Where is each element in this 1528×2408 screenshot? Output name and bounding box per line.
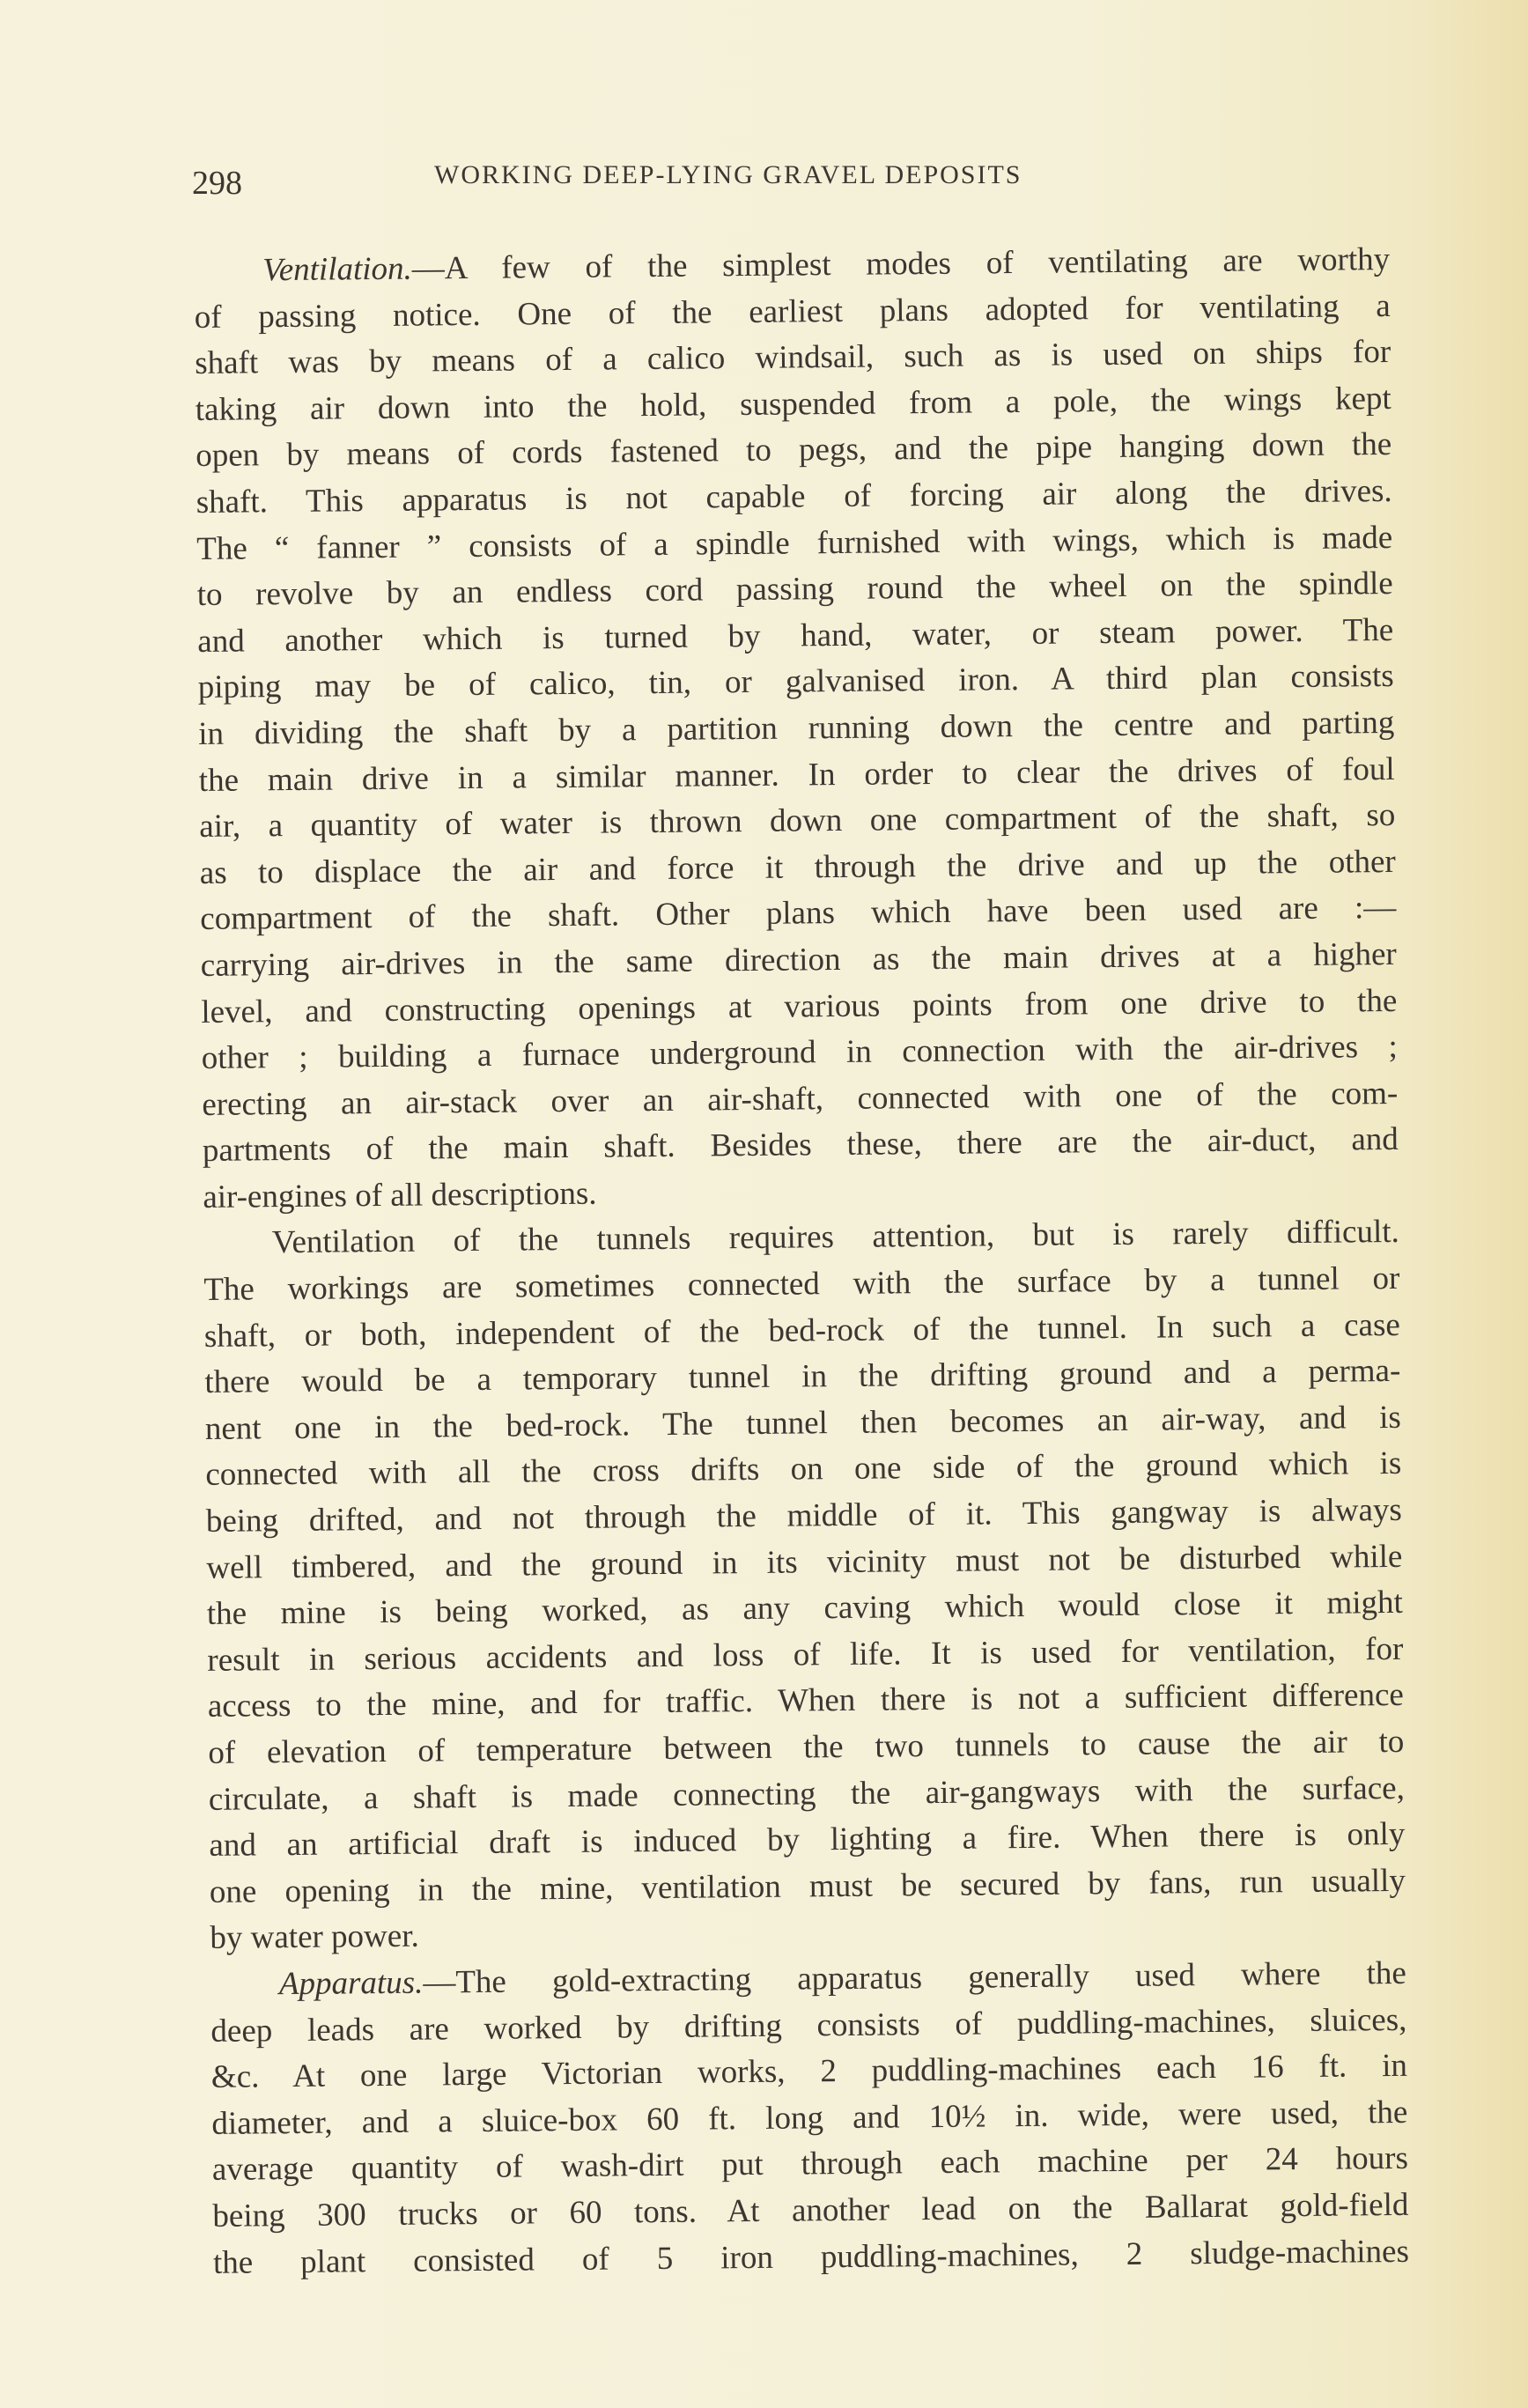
line-text: piping may be of calico, tin, or galvanised iron. A third plan consists xyxy=(197,658,1394,706)
line-text: as to displace the air and force it through the drive and up the other xyxy=(199,843,1396,891)
line-text: carrying air-drives in the same direction as the main drives at a higher xyxy=(200,935,1397,984)
running-header xyxy=(192,160,1390,208)
line-text: deep leads are worked by drifting consists of puddling-machines, sluices, xyxy=(210,2001,1407,2050)
line-text: other ; building a furnace underground in connection with the air-drives ; xyxy=(201,1029,1398,1077)
line-text: the mine is being worked, as any caving which would close it might xyxy=(206,1584,1404,1633)
line-text: access to the mine, and for traffic. When there is not a sufficient difference xyxy=(207,1677,1405,1725)
line-text: &c. At one large Victorian works, 2 puddling-machines each 16 ft. in xyxy=(210,2048,1408,2096)
line-text: air-engines of all descriptions. xyxy=(203,1175,597,1215)
line-text: being 300 trucks or 60 tons. At another lead on the Ballarat gold-field xyxy=(212,2186,1409,2234)
running-title: WORKING DEEP-LYING GRAVEL DEPOSITS xyxy=(434,160,1022,189)
line-text: and an artificial draft is induced by lighting a fire. When there is only xyxy=(209,1816,1406,1865)
line-text: result in serious accidents and loss of life. It is used for ventilation, for xyxy=(207,1630,1404,1679)
line-text: compartment of the shaft. Other plans which have been used are :— xyxy=(200,890,1397,938)
line-text: connected with all the cross drifts on one side of the ground which is xyxy=(205,1445,1402,1494)
line-text: well timbered, and the ground in its vicinity must not be disturbed while xyxy=(206,1538,1403,1586)
line-text: one opening in the mine, ventilation must be secured by fans, run usually xyxy=(209,1862,1406,1910)
line-text: The workings are sometimes connected with the surface by a tunnel or xyxy=(203,1259,1400,1309)
line-text: shaft was by means of a calico windsail, such as is used on ships for xyxy=(195,334,1391,382)
line-text: air, a quantity of water is thrown down one compartment of the shaft, so xyxy=(199,797,1396,846)
line-text: to revolve by an endless cord passing round the wheel on the spindle xyxy=(196,565,1393,614)
line-text: average quantity of wash-dirt put through each machine per 24 hours xyxy=(211,2140,1409,2189)
line-text: taking air down into the hold, suspended from a pole, the wings kept xyxy=(195,380,1391,428)
line-text: erecting an air-stack over an air-shaft, connected with one of the com- xyxy=(202,1075,1399,1123)
line-text: by water power. xyxy=(210,1918,419,1957)
line-text: of elevation of temperature between the two tunnels to cause the air to xyxy=(208,1723,1405,1771)
line-text: The “ fanner ” consists of a spindle furnished with wings, which is made xyxy=(196,519,1393,567)
section-heading-italic: Apparatus. xyxy=(278,1964,424,2003)
section-heading-italic: Ventilation. xyxy=(262,250,413,289)
line-text: Ventilation of the tunnels requires attention, but is rarely difficult. xyxy=(271,1214,1399,1261)
line-text: there would be a temporary tunnel in the drifting ground and a perma- xyxy=(204,1353,1401,1401)
line-text: the plant consisted of 5 iron puddling-machines, 2 sludge-machines xyxy=(212,2233,1410,2281)
line-text: partments of the main shaft. Besides these, there are the air-duct, and xyxy=(202,1121,1399,1170)
line-text: in dividing the shaft by a partition running down the centre and parting xyxy=(198,704,1395,752)
line-text: circulate, a shaft is made connecting the air-gangways with the surface, xyxy=(208,1769,1406,1818)
line-text: level, and constructing openings at various points from one drive to the xyxy=(201,982,1398,1030)
line-text: nent one in the bed-rock. The tunnel then becomes an air-way, and is xyxy=(204,1399,1402,1447)
page-body-text xyxy=(194,237,1409,2286)
line-text: shaft, or both, independent of the bed-rock of the tunnel. In such a case xyxy=(203,1306,1400,1355)
line-text: open by means of cords fastened to pegs, and the pipe hanging down the xyxy=(196,426,1392,475)
line-text: being drifted, and not through the middle of it. This gangway is always xyxy=(205,1491,1403,1540)
line-text: diameter, and a sluice-box 60 ft. long and 10½ in. wide, were used, the xyxy=(211,2094,1408,2142)
page-number: 298 xyxy=(192,165,242,202)
line-text: —The gold-extracting apparatus generally used where the xyxy=(423,1954,1407,2001)
line-text: and another which is turned by hand, water, or steam power. The xyxy=(197,611,1394,660)
line-text: —A few of the simplest modes of ventilating are worthy xyxy=(411,240,1391,287)
line-text: shaft. This apparatus is not capable of forcing air along the drives. xyxy=(196,472,1392,521)
line-text: of passing notice. One of the earliest plans adopted for ventilating a xyxy=(194,287,1391,336)
line-text: the main drive in a similar manner. In order to clear the drives of foul xyxy=(198,750,1395,799)
